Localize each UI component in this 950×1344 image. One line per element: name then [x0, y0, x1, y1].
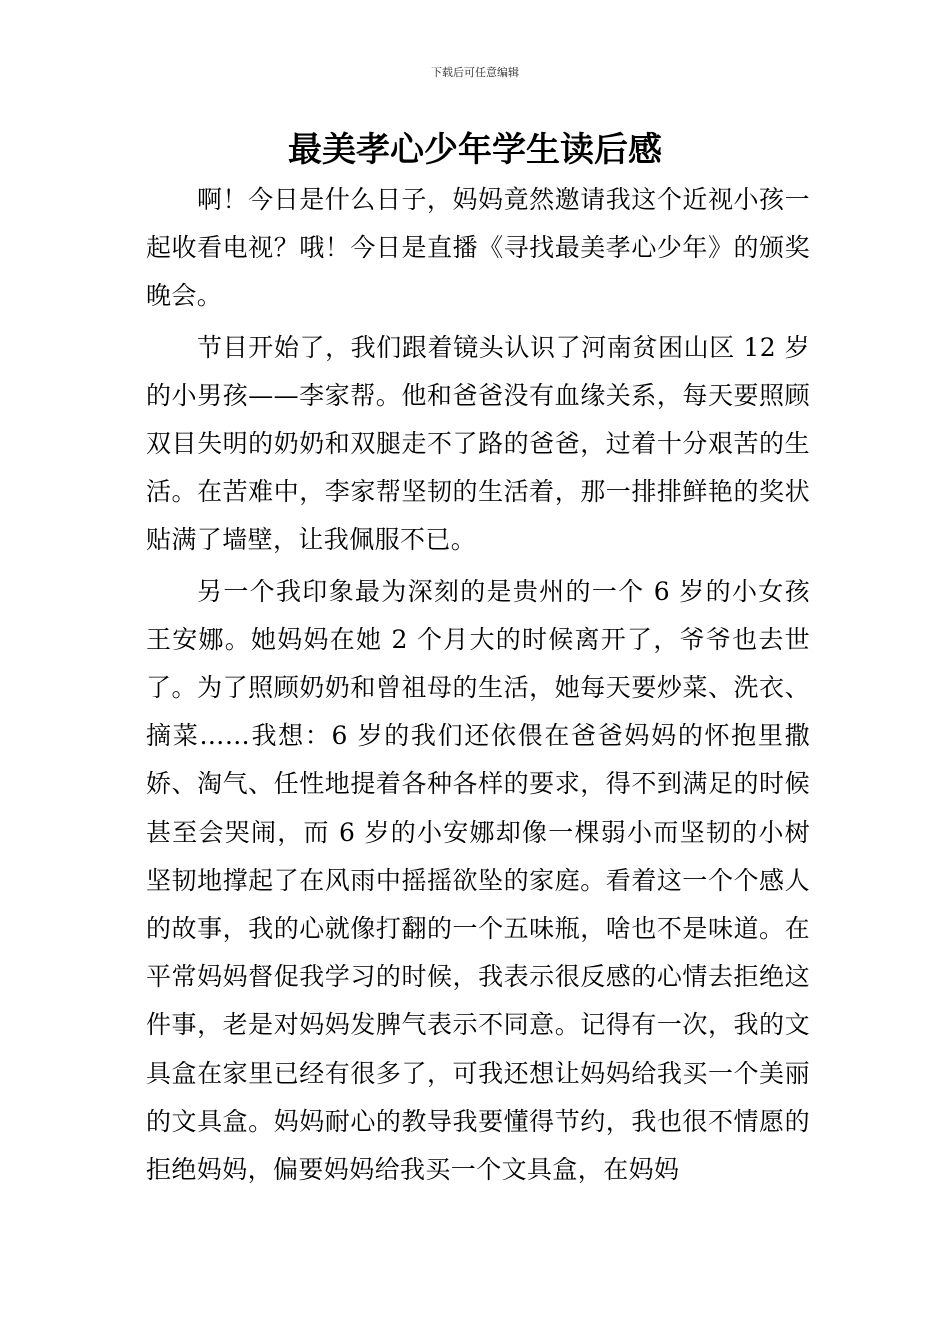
document-body — [146, 176, 810, 1197]
paragraph-3: 另一个我印象最为深刻的是贵州的一个 6 岁的小女孩王安娜。她妈妈在她 2 个月大的时候离开了，爷爷也去世了。为了照顾奶奶和曾祖母的生活，她每天要炒菜、洗衣、摘菜……我想：6 岁的我们还依偎在爸爸妈妈的怀抱里撒娇、淘气、任性地提着各种各样的要求，得不到满足的时候甚至会哭闹，而 6 岁的小安娜却像一棵弱小而坚韧的小树坚韧地撑起了在风雨中摇摇欲坠的家庭。看着这一个个感人的故事，我的心就像打翻的一个五味瓶，啥也不是味道。在平常妈妈督促我学习的时候，我表示很反感的心情去拒绝这件事，老是对妈妈发脾气表示不同意。记得有一次，我的文具盒在家里已经有很多了，可我还想让妈妈给我买一个美丽的文具盒。妈妈耐心的教导我要懂得节约，我也很不情愿的拒绝妈妈，偏要妈妈给我买一个文具盒，在妈妈 — [146, 576, 810, 1185]
document-title: 最美孝心少年学生读后感 — [288, 130, 662, 170]
header-note: 下载后可任意编辑 — [431, 66, 519, 79]
paragraph-2: 节目开始了，我们跟着镜头认识了河南贫困山区 12 岁的小男孩——李家帮。他和爸爸没有血缘关系，每天要照顾双目失明的奶奶和双腿走不了路的爸爸，过着十分艰苦的生活。在苦难中，李家帮坚韧的生活着，那一排排鲜艳的奖状贴满了墙壁，让我佩服不已。 — [146, 332, 810, 555]
paragraph-1: 啊！今日是什么日子，妈妈竟然邀请我这个近视小孩一起收看电视？哦！今日是直播《寻找最美孝心少年》的颁奖晚会。 — [146, 185, 810, 311]
